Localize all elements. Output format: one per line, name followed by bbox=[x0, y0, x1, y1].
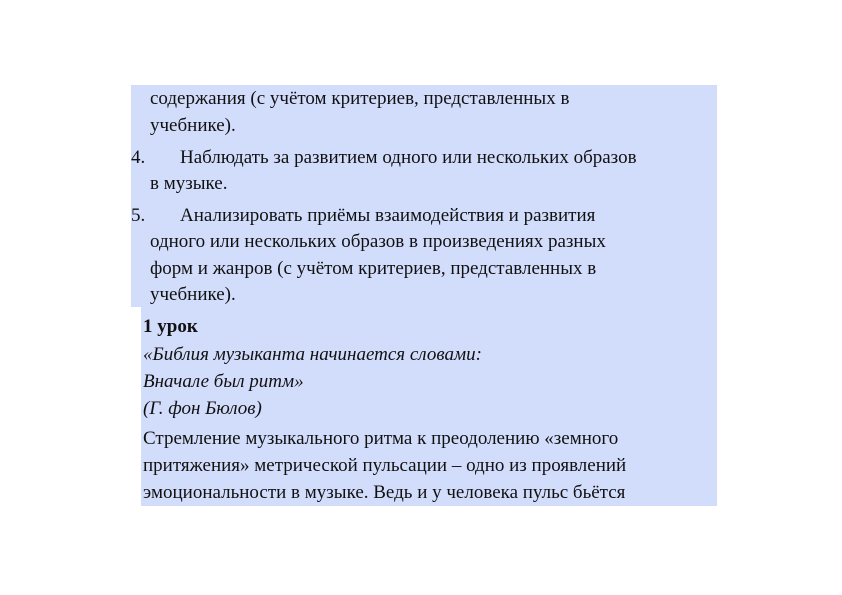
epigraph-author: (Г. фон Бюлов) bbox=[143, 398, 262, 419]
list-item-number: 5. bbox=[131, 205, 146, 226]
list-item-continuation: одного или нескольких образов в произведениях разных bbox=[150, 231, 606, 252]
epigraph-line: Вначале был ритм» bbox=[143, 371, 304, 392]
list-continuation-line: содержания (с учётом критериев, представленных в bbox=[150, 88, 570, 109]
paragraph-line: эмоциональности в музыке. Ведь и у человека пульс бьётся bbox=[143, 482, 626, 503]
list-item-continuation: в музыке. bbox=[150, 173, 228, 194]
paragraph-line: Стремление музыкального ритма к преодолению «земного bbox=[143, 428, 619, 449]
paragraph-line: притяжения» метрической пульсации – одно из проявлений bbox=[143, 455, 627, 476]
epigraph-line: «Библия музыканта начинается словами: bbox=[143, 344, 482, 365]
list-item-number: 4. bbox=[131, 147, 146, 168]
list-item-text: Анализировать приёмы взаимодействия и развития bbox=[180, 205, 596, 226]
list-item-continuation: учебнике). bbox=[150, 284, 236, 305]
list-continuation-line: учебнике). bbox=[150, 115, 236, 136]
lesson-heading: 1 урок bbox=[143, 316, 198, 337]
list-item-continuation: форм и жанров (с учётом критериев, представленных в bbox=[150, 258, 597, 279]
list-item-text: Наблюдать за развитием одного или нескольких образов bbox=[180, 147, 637, 168]
